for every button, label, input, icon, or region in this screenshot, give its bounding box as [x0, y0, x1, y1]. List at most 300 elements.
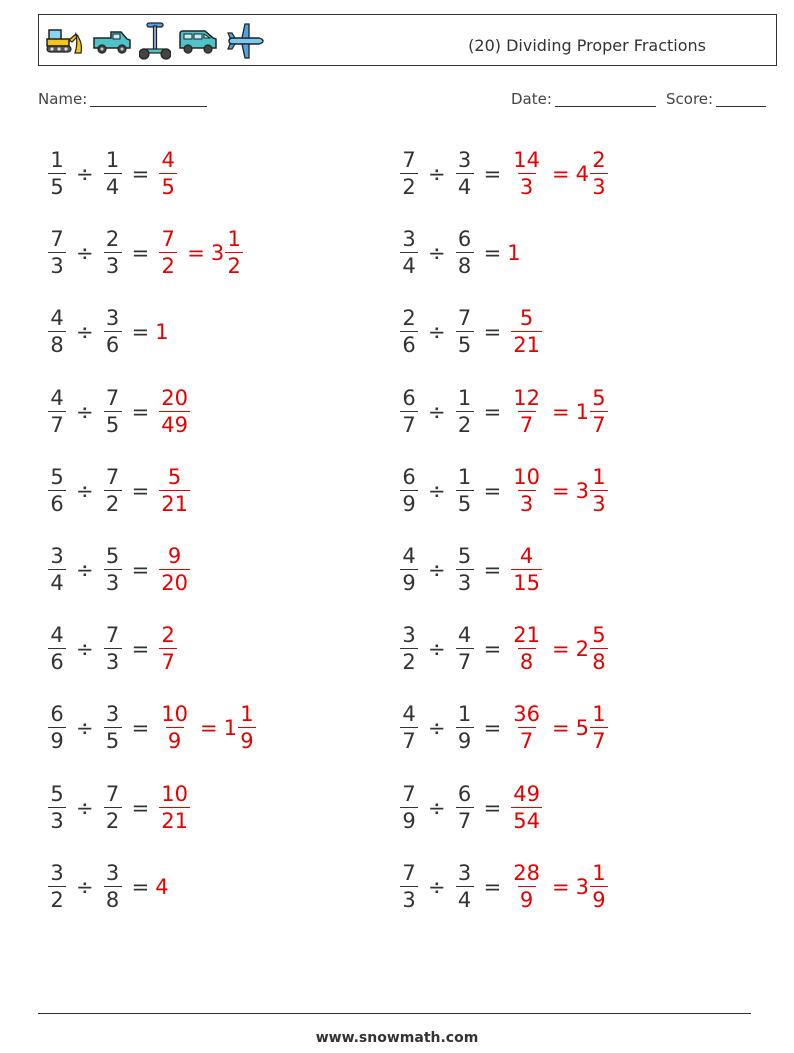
- divide-sign: ÷: [428, 716, 446, 741]
- problem-item: [396, 460, 748, 522]
- problem-item: [396, 777, 748, 839]
- answer: [155, 229, 247, 277]
- equals-sign: =: [483, 320, 502, 345]
- divide-sign: ÷: [428, 478, 446, 503]
- divisor-fraction-denominator: 4: [456, 886, 474, 911]
- mixed-fraction-denominator: 9: [590, 886, 608, 911]
- answer-fraction-denominator: 15: [513, 570, 540, 595]
- answer-fraction-denominator: 20: [161, 570, 188, 595]
- answer-fraction: [511, 625, 542, 673]
- dividend-fraction-numerator: 7: [402, 148, 416, 172]
- equals-sign: =: [131, 241, 150, 266]
- mixed-whole: 5: [575, 716, 589, 741]
- divisor-fraction-numerator: 7: [105, 385, 120, 410]
- dividend-fraction-denominator: 3: [400, 886, 418, 911]
- dividend-fraction-numerator: 4: [50, 385, 64, 410]
- equals-sign: =: [483, 399, 502, 424]
- divisor-fraction-denominator: 2: [104, 807, 122, 832]
- equals-sign: =: [551, 716, 570, 741]
- divisor-fraction-denominator: 5: [456, 490, 474, 515]
- divisor-fraction: [456, 781, 474, 833]
- divide-sign: ÷: [76, 874, 94, 899]
- divisor-fraction: [456, 625, 474, 673]
- dividend-fraction-numerator: 6: [402, 385, 416, 410]
- divide-sign: ÷: [76, 241, 94, 266]
- answer-fraction: [159, 543, 190, 595]
- answer-fraction-denominator: 21: [161, 808, 188, 833]
- divide-sign: ÷: [76, 637, 94, 662]
- answer: [507, 860, 612, 912]
- date-field[interactable]: [511, 90, 656, 108]
- answer-fraction-numerator: 5: [167, 464, 182, 489]
- equals-sign: =: [131, 637, 150, 662]
- answer-fraction-denominator: 9: [518, 886, 536, 911]
- divisor-fraction-numerator: 3: [457, 860, 472, 885]
- divisor-fraction-numerator: 1: [457, 702, 472, 727]
- divisor-fraction-denominator: 4: [456, 173, 474, 198]
- dividend-fraction: [48, 781, 66, 833]
- divisor-fraction: [104, 781, 122, 833]
- problem-item: [396, 618, 748, 680]
- dividend-fraction: [48, 308, 66, 356]
- worksheet-title: (20) Dividing Proper Fractions: [468, 36, 706, 55]
- answer-fraction-numerator: 4: [161, 148, 175, 172]
- answer-fraction: [159, 229, 177, 277]
- answer: [155, 781, 194, 833]
- divide-sign: ÷: [428, 399, 446, 424]
- equals-sign: =: [187, 241, 205, 266]
- divisor-fraction-denominator: 9: [456, 727, 474, 752]
- equals-sign: =: [483, 557, 502, 582]
- problem-item: [396, 697, 748, 759]
- divisor-fraction-denominator: 2: [456, 411, 474, 436]
- dividend-fraction-denominator: 5: [48, 173, 66, 198]
- mixed-fraction-numerator: 1: [592, 860, 606, 885]
- equals-sign: =: [483, 162, 502, 186]
- mixed-whole: 3: [575, 478, 589, 503]
- mixed-fraction-numerator: 1: [592, 464, 606, 489]
- mixed-fraction-denominator: 9: [238, 727, 256, 752]
- dividend-fraction-numerator: 7: [402, 860, 416, 885]
- dividend-fraction-denominator: 7: [48, 411, 66, 436]
- answer-fraction-numerator: 21: [513, 623, 540, 648]
- answer: [507, 543, 546, 595]
- dividend-fraction-numerator: 3: [50, 543, 64, 568]
- answer: [155, 320, 168, 344]
- dividend-fraction: [48, 150, 66, 198]
- answer-whole: 4: [155, 874, 169, 899]
- dividend-fraction-numerator: 4: [50, 623, 64, 648]
- answer-fraction-denominator: 7: [518, 411, 536, 436]
- divisor-fraction-numerator: 3: [105, 860, 120, 885]
- divisor-fraction-denominator: 5: [104, 411, 122, 436]
- answer: [155, 704, 260, 752]
- divisor-fraction: [456, 229, 474, 277]
- problem-item: [396, 381, 748, 443]
- divisor-fraction: [456, 308, 474, 356]
- divisor-fraction: [104, 625, 122, 673]
- dividend-fraction-denominator: 2: [400, 648, 418, 673]
- footer-divider: [38, 1013, 751, 1014]
- mixed-whole: 3: [210, 241, 225, 266]
- mixed-fraction: [590, 464, 608, 516]
- dividend-fraction-denominator: 2: [48, 886, 66, 911]
- divisor-fraction: [104, 543, 122, 595]
- answer: [507, 241, 520, 265]
- answer-fraction-denominator: 2: [159, 252, 177, 277]
- score-blank[interactable]: [716, 90, 766, 107]
- name-field[interactable]: [38, 90, 207, 108]
- header-icons: [45, 21, 265, 61]
- divide-sign: ÷: [76, 795, 94, 820]
- answer-fraction: [511, 385, 542, 437]
- divisor-fraction-numerator: 1: [457, 464, 472, 489]
- answer: [155, 464, 194, 516]
- equals-sign: =: [551, 478, 570, 503]
- equals-sign: =: [551, 162, 570, 186]
- dividend-fraction-denominator: 9: [400, 569, 418, 594]
- name-blank[interactable]: [90, 90, 207, 107]
- answer-fraction: [159, 385, 190, 437]
- dividend-fraction: [48, 860, 66, 912]
- divisor-fraction-numerator: 4: [457, 623, 472, 648]
- divisor-fraction-denominator: 8: [456, 252, 474, 277]
- mixed-fraction-numerator: 5: [592, 385, 606, 410]
- dividend-fraction-denominator: 4: [48, 569, 66, 594]
- score-label: Score:: [666, 90, 714, 108]
- divisor-fraction-numerator: 7: [457, 306, 472, 331]
- answer-fraction-denominator: 21: [513, 333, 540, 358]
- worksheet-header: [38, 14, 777, 66]
- mixed-fraction-numerator: 1: [227, 227, 241, 252]
- divisor-fraction-numerator: 5: [457, 543, 472, 568]
- divisor-fraction: [456, 150, 474, 198]
- dividend-fraction-numerator: 4: [50, 306, 64, 331]
- divisor-fraction-denominator: 3: [104, 569, 122, 594]
- equals-sign: =: [483, 716, 502, 741]
- answer-fraction-numerator: 14: [513, 148, 540, 172]
- equals-sign: =: [131, 874, 150, 899]
- equals-sign: =: [483, 478, 502, 503]
- divisor-fraction-numerator: 6: [457, 227, 472, 252]
- divisor-fraction-numerator: 7: [105, 623, 120, 648]
- equals-sign: =: [131, 557, 150, 582]
- dividend-fraction: [400, 385, 418, 437]
- answer-fraction-numerator: 7: [161, 227, 175, 252]
- dividend-fraction: [48, 704, 66, 752]
- answer-fraction: [511, 860, 542, 912]
- problem-item: [44, 143, 396, 205]
- divide-sign: ÷: [428, 557, 446, 582]
- mixed-fraction: [590, 150, 608, 198]
- answer-fraction: [159, 464, 190, 516]
- mixed-fraction: [590, 704, 608, 752]
- problem-item: [44, 460, 396, 522]
- divisor-fraction-denominator: 6: [104, 331, 122, 356]
- dividend-fraction-numerator: 6: [402, 464, 416, 489]
- divide-sign: ÷: [76, 557, 94, 582]
- dividend-fraction-denominator: 3: [48, 807, 66, 832]
- divide-sign: ÷: [428, 637, 446, 662]
- dividend-fraction-denominator: 9: [400, 490, 418, 515]
- answer-fraction-numerator: 28: [513, 860, 540, 885]
- answer: [155, 875, 168, 899]
- mixed-fraction-denominator: 7: [590, 411, 608, 436]
- mixed-fraction-numerator: 5: [592, 623, 606, 648]
- dividend-fraction: [400, 860, 418, 912]
- divide-sign: ÷: [428, 162, 446, 186]
- equals-sign: =: [483, 795, 502, 820]
- mixed-fraction: [225, 229, 243, 277]
- problem-item: [44, 381, 396, 443]
- divisor-fraction: [104, 464, 122, 516]
- answer-fraction-denominator: 8: [518, 648, 536, 673]
- mixed-fraction: [238, 704, 256, 752]
- dividend-fraction: [400, 464, 418, 516]
- divisor-fraction: [456, 464, 474, 516]
- dividend-fraction: [400, 308, 418, 356]
- date-blank[interactable]: [555, 90, 656, 107]
- divide-sign: ÷: [428, 795, 446, 820]
- pickup-truck-icon: [91, 26, 133, 56]
- dividend-fraction-numerator: 7: [50, 227, 64, 252]
- dividend-fraction: [400, 625, 418, 673]
- dividend-fraction-denominator: 9: [400, 807, 418, 832]
- mixed-fraction: [590, 860, 608, 912]
- dividend-fraction-denominator: 3: [48, 252, 66, 277]
- divide-sign: ÷: [76, 162, 94, 186]
- mixed-fraction-denominator: 3: [590, 173, 608, 198]
- dividend-fraction-numerator: 2: [402, 306, 416, 331]
- divisor-fraction: [104, 150, 122, 198]
- divisor-fraction-numerator: 5: [105, 543, 120, 568]
- dividend-fraction: [48, 625, 66, 673]
- divisor-fraction-numerator: 3: [457, 148, 472, 172]
- divisor-fraction: [456, 385, 474, 437]
- answer: [155, 385, 194, 437]
- dividend-fraction-denominator: 4: [400, 252, 418, 277]
- problem-item: [396, 301, 748, 363]
- answer: [155, 150, 181, 198]
- dividend-fraction-denominator: 7: [400, 727, 418, 752]
- answer-fraction: [159, 150, 177, 198]
- problem-item: [44, 539, 396, 601]
- divisor-fraction-denominator: 8: [104, 886, 122, 911]
- dividend-fraction-numerator: 3: [402, 227, 416, 252]
- answer: [155, 625, 181, 673]
- divide-sign: ÷: [428, 241, 446, 266]
- equals-sign: =: [551, 874, 570, 899]
- answer-fraction-numerator: 9: [167, 543, 182, 568]
- divisor-fraction-denominator: 3: [104, 252, 122, 277]
- answer-fraction-numerator: 2: [161, 623, 175, 648]
- equals-sign: =: [483, 241, 502, 266]
- dividend-fraction-denominator: 9: [48, 727, 66, 752]
- divisor-fraction-numerator: 1: [105, 148, 120, 172]
- mixed-fraction-denominator: 7: [590, 727, 608, 752]
- divisor-fraction: [104, 229, 122, 277]
- dividend-fraction-numerator: 5: [50, 781, 64, 806]
- answer-fraction-numerator: 12: [513, 385, 540, 410]
- mixed-whole: 4: [575, 162, 589, 186]
- mixed-fraction-denominator: 2: [225, 252, 243, 277]
- problem-item: [44, 697, 396, 759]
- mixed-whole: 1: [223, 716, 237, 741]
- divide-sign: ÷: [76, 716, 94, 741]
- answer-fraction-numerator: 5: [519, 306, 534, 331]
- answer-fraction-denominator: 49: [161, 412, 188, 437]
- dividend-fraction-numerator: 4: [402, 702, 416, 727]
- mixed-whole: 1: [575, 399, 589, 424]
- divisor-fraction-numerator: 3: [105, 702, 120, 727]
- divisor-fraction-denominator: 7: [456, 807, 474, 832]
- answer-fraction-numerator: 10: [513, 464, 540, 489]
- bulldozer-icon: [45, 26, 85, 56]
- dividend-fraction: [400, 543, 418, 595]
- dividend-fraction-numerator: 5: [50, 464, 64, 489]
- answer-whole: 1: [155, 320, 169, 345]
- date-label: Date:: [511, 90, 552, 108]
- answer-fraction: [511, 704, 542, 752]
- dividend-fraction-numerator: 3: [50, 860, 64, 885]
- problem-item: [44, 301, 396, 363]
- problem-item: [396, 222, 748, 284]
- divisor-fraction-denominator: 4: [104, 173, 122, 198]
- problem-item: [44, 856, 396, 918]
- equals-sign: =: [199, 716, 218, 741]
- answer: [507, 625, 612, 673]
- dividend-fraction-denominator: 6: [48, 490, 66, 515]
- problem-item: [396, 856, 748, 918]
- name-label: Name:: [38, 90, 88, 108]
- problem-item: [44, 222, 396, 284]
- dividend-fraction-numerator: 7: [402, 781, 416, 806]
- divisor-fraction: [104, 704, 122, 752]
- divide-sign: ÷: [428, 874, 446, 899]
- dividend-fraction-denominator: 6: [400, 331, 418, 356]
- divisor-fraction-denominator: 5: [456, 331, 474, 356]
- equals-sign: =: [131, 716, 150, 741]
- answer-fraction-denominator: 9: [166, 727, 184, 752]
- answer-fraction: [511, 308, 542, 356]
- equals-sign: =: [131, 162, 150, 186]
- answer-fraction: [511, 781, 542, 833]
- divisor-fraction-numerator: 1: [457, 385, 472, 410]
- divide-sign: ÷: [76, 399, 94, 424]
- equals-sign: =: [551, 399, 570, 424]
- answer-fraction: [159, 704, 190, 752]
- answer-fraction-denominator: 3: [518, 173, 536, 198]
- answer-fraction-denominator: 5: [159, 173, 177, 198]
- dividend-fraction-numerator: 3: [402, 623, 416, 648]
- mixed-fraction: [590, 385, 608, 437]
- divisor-fraction: [104, 308, 122, 356]
- problem-grid: [44, 143, 784, 935]
- answer-fraction-denominator: 7: [159, 648, 177, 673]
- answer-fraction-denominator: 7: [518, 727, 536, 752]
- dividend-fraction: [400, 150, 418, 198]
- equals-sign: =: [551, 637, 570, 662]
- answer-fraction-numerator: 20: [161, 385, 188, 410]
- dividend-fraction: [400, 229, 418, 277]
- mixed-fraction-numerator: 1: [592, 702, 606, 727]
- answer: [507, 308, 546, 356]
- dividend-fraction-denominator: 6: [48, 648, 66, 673]
- airplane-icon: [225, 21, 265, 61]
- dividend-fraction-denominator: 7: [400, 411, 418, 436]
- divisor-fraction: [104, 860, 122, 912]
- problem-item: [44, 777, 396, 839]
- answer-fraction-denominator: 21: [161, 491, 188, 516]
- answer: [155, 543, 194, 595]
- answer-fraction-numerator: 49: [513, 781, 540, 806]
- problem-item: [44, 618, 396, 680]
- answer-fraction: [159, 781, 190, 833]
- answer: [507, 464, 612, 516]
- divisor-fraction-numerator: 7: [105, 781, 120, 806]
- dividend-fraction-numerator: 1: [50, 148, 64, 172]
- divisor-fraction: [456, 860, 474, 912]
- mixed-fraction-denominator: 3: [590, 490, 608, 515]
- divisor-fraction: [456, 704, 474, 752]
- equals-sign: =: [131, 399, 150, 424]
- mixed-fraction-numerator: 2: [592, 148, 606, 172]
- dividend-fraction: [400, 781, 418, 833]
- equals-sign: =: [483, 874, 502, 899]
- divisor-fraction-denominator: 7: [456, 648, 474, 673]
- dividend-fraction-numerator: 4: [402, 543, 416, 568]
- answer: [507, 704, 612, 752]
- divide-sign: ÷: [76, 478, 94, 503]
- divisor-fraction-numerator: 2: [105, 227, 120, 252]
- dividend-fraction: [48, 385, 66, 437]
- problem-item: [396, 539, 748, 601]
- equals-sign: =: [131, 320, 150, 345]
- answer-fraction: [511, 464, 542, 516]
- answer-fraction-numerator: 10: [161, 702, 188, 727]
- mixed-fraction: [590, 625, 608, 673]
- divisor-fraction-denominator: 3: [104, 648, 122, 673]
- divide-sign: ÷: [76, 320, 94, 345]
- score-field[interactable]: [666, 90, 766, 108]
- answer-fraction: [511, 150, 542, 198]
- dividend-fraction: [48, 464, 66, 516]
- answer-fraction-denominator: 3: [518, 490, 536, 515]
- divisor-fraction-numerator: 3: [105, 306, 120, 331]
- divisor-fraction-numerator: 7: [105, 464, 120, 489]
- answer: [507, 150, 612, 198]
- answer: [507, 385, 612, 437]
- divisor-fraction-denominator: 5: [104, 727, 122, 752]
- mixed-whole: 2: [575, 637, 589, 662]
- answer: [507, 781, 546, 833]
- equals-sign: =: [131, 478, 150, 503]
- footer-url: www.snowmath.com: [315, 1030, 479, 1046]
- answer-fraction-numerator: 10: [161, 781, 188, 806]
- equals-sign: =: [131, 795, 150, 820]
- equals-sign: =: [483, 637, 502, 662]
- dividend-fraction-denominator: 8: [48, 331, 66, 356]
- answer-fraction-numerator: 4: [519, 543, 534, 568]
- divide-sign: ÷: [428, 320, 446, 345]
- answer-whole: 1: [507, 241, 521, 266]
- dividend-fraction-numerator: 6: [50, 702, 64, 727]
- segway-icon: [139, 21, 171, 61]
- dividend-fraction: [400, 704, 418, 752]
- answer-fraction: [159, 625, 177, 673]
- divisor-fraction-denominator: 3: [456, 569, 474, 594]
- answer-fraction-denominator: 54: [513, 808, 540, 833]
